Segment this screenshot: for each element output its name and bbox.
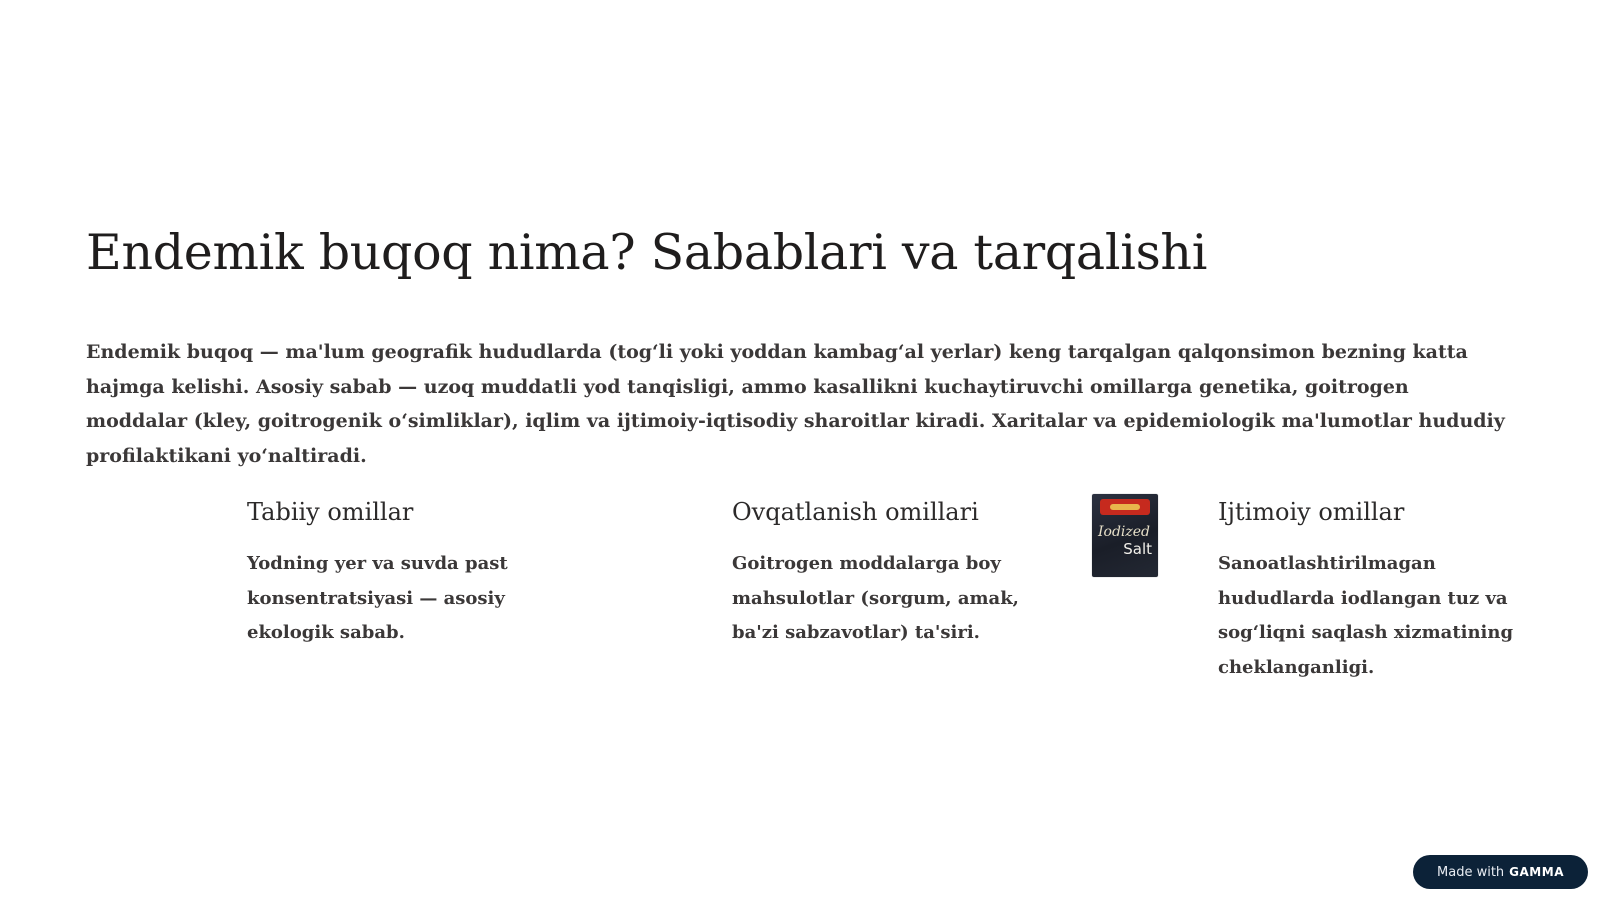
- salt-label-line1: Iodized: [1098, 524, 1151, 540]
- column-text: Goitrogen moddalarga boy mahsulotlar (sorgum, amak, ba'zi sabzavotlar) ta'siri.: [732, 553, 1019, 643]
- gamma-logo: GAMMA: [1509, 865, 1564, 879]
- slide-title: Endemik buqoq nima? Sabablari va tarqalishi: [86, 224, 1208, 281]
- salt-brand-mark: [1110, 504, 1140, 510]
- salt-lid: [1100, 499, 1150, 515]
- column-social-factors: [1218, 495, 1528, 685]
- column-text: Sanoatlashtirilmagan hududlarda iodlangan tuz va sog‘liqni saqlash xizmatining cheklanganligi.: [1218, 553, 1514, 678]
- intro-paragraph: Endemik buqoq — ma'lum geografik hududlarda (tog‘li yoki yoddan kambag‘al yerlar) keng tarqalgan qalqonsimon bezning katta hajmga kelishi. Asosiy sabab — uzoq muddatli yod tanqisligi, ammo kasallikni kuchaytiruvchi omillarga genetika, goitrogen moddalar (kley, goitrogenik o‘simliklar), iqlim va ijtimoiy-iqtisodiy sharoitlar kiradi. Xaritalar va epidemiologik ma'lumotlar hududiy profilaktikani yo‘naltiradi.: [86, 341, 1505, 467]
- salt-label-line2: Salt: [1123, 540, 1152, 558]
- column-nutrition-factors: [732, 495, 1042, 651]
- column-heading: Ovqatlanish omillari: [732, 498, 979, 526]
- column-natural-factors: [247, 495, 547, 651]
- column-heading: Tabiiy omillar: [247, 498, 414, 526]
- badge-prefix: Made with: [1437, 864, 1505, 880]
- made-with-gamma-badge[interactable]: [1413, 855, 1588, 889]
- column-text: Yodning yer va suvda past konsentratsiyasi — asosiy ekologik sabab.: [247, 553, 508, 643]
- iodized-salt-image: [1092, 494, 1158, 577]
- column-heading: Ijtimoiy omillar: [1218, 498, 1405, 526]
